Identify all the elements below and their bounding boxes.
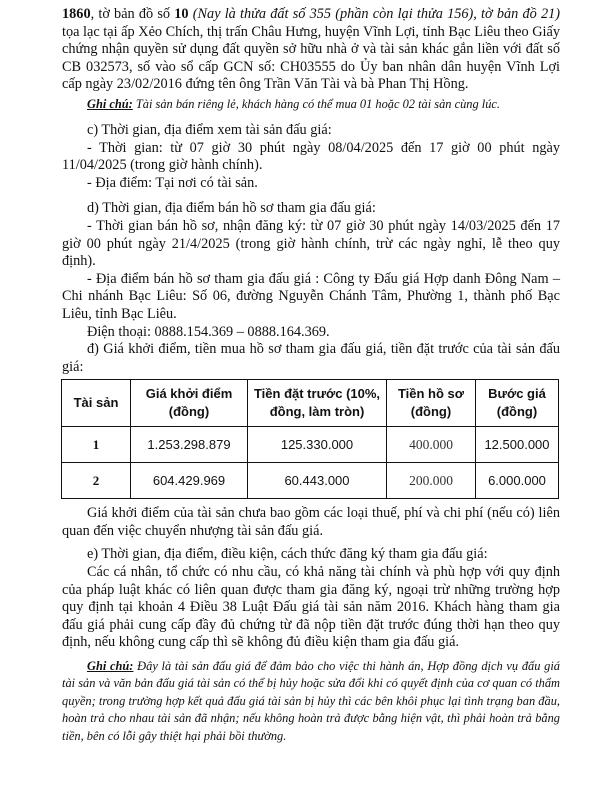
col-header-bid-step: Bước giá (đồng) [476,380,559,427]
note-1 [62,96,560,112]
cell-bid-step: 12.500.000 [476,427,559,463]
table-row [62,427,559,463]
cell-starting-price: 604.429.969 [131,463,248,499]
intro-text-b: tọa lạc tại ấp Xẻo Chích, thị trấn Châu Hưng, huyện Vĩnh Lợi, tỉnh Bạc Liêu theo Giấy chứng nhận quyền sử dụng đất quyền sở hữu nhà ở và tài sản khác gắn liền với đất số CB 032573, số vào sổ cấp GCN số: CH03555 do Ủy ban nhân dân huyện Vĩnh Lợi cấp ngày 23/02/2016 đứng tên ông Trần Văn Tài và bà Phan Thị Hồng. [62,23,560,93]
section-d-place: - Địa điểm bán hồ sơ tham gia đấu giá : Công ty Đấu giá Hợp danh Đông Nam – Chi nhánh Bạc Liêu: Số 06, đường Nguyễn Chánh Tâm, Phường 1, thành phố Bạc Liêu, tỉnh Bạc Liêu. [62,270,560,322]
table-header-row [62,380,559,427]
section-dd-heading: đ) Giá khởi điểm, tiền mua hồ sơ tham gia đấu giá, tiền đặt trước của tài sản đấu giá: [62,341,560,375]
section-d-time: - Thời gian bán hồ sơ, nhận đăng ký: từ 07 giờ 30 phút ngày 14/03/2025 đến 17 giờ 00 phút ngày 21/4/2025 (trong giờ hành chính, trừ các ngày nghỉ, lễ theo quy định). [62,217,560,270]
col-header-starting-price: Giá khởi điểm (đồng) [131,380,248,427]
map-sheet-number: 10 [174,6,189,22]
intro-italic-note: (Nay là thửa đất số 355 (phần còn lại thửa 156), tờ bản đồ 21) [188,6,561,22]
cell-dossier-fee: 400.000 [387,427,476,463]
cell-asset: 1 [62,427,131,463]
note-2 [62,658,560,745]
note-2-label: Ghi chú: [87,659,134,674]
col-header-deposit: Tiền đặt trước (10%, đồng, làm tròn) [248,380,387,427]
cell-dossier-fee: 200.000 [387,463,476,499]
note-2-text: Đây là tài sản đấu giá để đảm bảo cho việc thi hành án, Hợp đồng dịch vụ đấu giá tài sản và văn bản đấu giá tài sản có thể bị hủy hoặc sửa đổi khi có quyết định của cơ quan có thẩm quyền; trong trường hợp kết quả đấu giá tài sản bị hủy thì các bên khôi phục lại tình trạng ban đầu, hoàn trả cho nhau tài sản đã nhận; nếu không hoàn trả được bằng hiện vật, thì phải hoàn trả bằng tiền, bên có lỗi gây thiệt hại phải bồi thường. [62,659,560,743]
section-c-place: - Địa điểm: Tại nơi có tài sản. [87,174,258,191]
col-header-dossier-fee: Tiền hồ sơ (đồng) [387,380,476,427]
section-d-phone: Điện thoại: 0888.154.369 – 0888.164.369. [87,323,330,340]
intro-paragraph [62,6,560,94]
table-row [62,463,559,499]
section-d-heading: d) Thời gian, địa điểm bán hồ sơ tham gia đấu giá: [87,200,376,217]
cell-bid-step: 6.000.000 [476,463,559,499]
note-1-label: Ghi chú: [87,96,133,111]
cell-asset: 2 [62,463,131,499]
parcel-number: 1860 [62,6,91,22]
note-1-text: Tài sản bán riêng lẻ, khách hàng có thể mua 01 hoặc 02 tài sản cùng lúc. [132,96,500,111]
intro-text-a: , tờ bản đồ số [90,6,175,22]
col-header-asset: Tài sản [62,380,131,427]
section-c-heading: c) Thời gian, địa điểm xem tài sản đấu giá: [87,121,332,138]
cell-deposit: 60.443.000 [248,463,387,499]
price-table [61,379,559,499]
cell-deposit: 125.330.000 [248,427,387,463]
cell-starting-price: 1.253.298.879 [131,427,248,463]
document-page [62,6,560,745]
section-e-heading: e) Thời gian, địa điểm, điều kiện, cách thức đăng ký tham gia đấu giá: [87,546,488,563]
section-c-time: - Thời gian: từ 07 giờ 30 phút ngày 08/04/2025 đến 17 giờ 00 phút ngày 11/04/2025 (trong giờ hành chính). [62,139,560,174]
price-note: Giá khởi điểm của tài sản chưa bao gồm các loại thuế, phí và chi phí (nếu có) liên quan đến việc chuyển nhượng tài sản đấu giá. [62,505,560,539]
section-e-text: Các cá nhân, tổ chức có nhu cầu, có khả năng tài chính và phù hợp với quy định của pháp luật khác có liên quan được tham gia đăng ký, ngoại trừ những trường hợp quy định tại khoản 4 Điều 38 Luật Đấu giá tài sản năm 2016. Khách hàng tham gia đấu giá phải cung cấp đầy đủ chứng từ đã nộp tiền đặt trước đúng thời hạn theo quy định, nếu không cung cấp thì sẽ không đủ điều kiện tham gia đấu giá. [62,564,560,651]
